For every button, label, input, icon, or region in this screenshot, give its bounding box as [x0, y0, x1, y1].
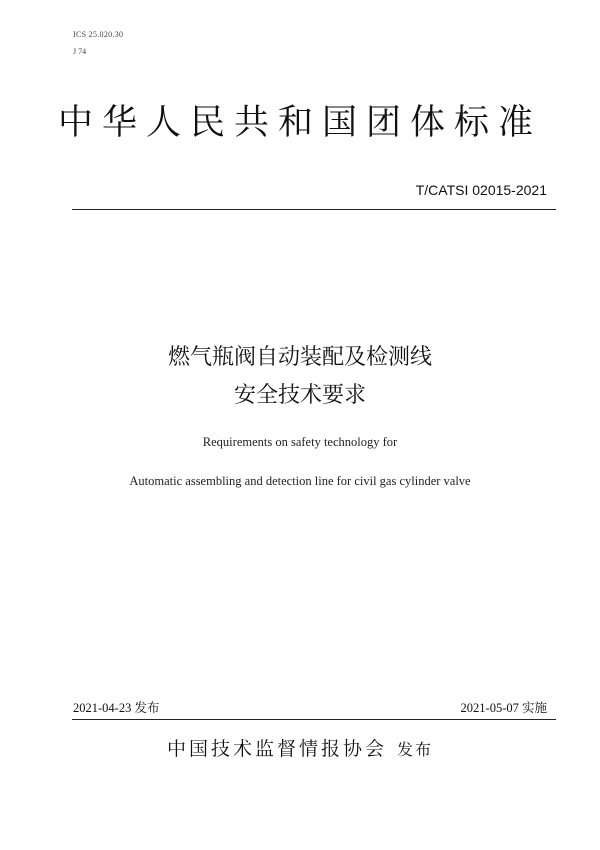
title-en-line1: Requirements on safety technology for: [202, 435, 398, 449]
title-en-line2: Automatic assembling and detection line for civil gas cylinder valve: [129, 474, 471, 488]
bottom-divider: [72, 719, 556, 720]
publisher-line: [0, 737, 600, 762]
title-cn-line1: 燃气瓶阀自动装配及检测线: [167, 345, 432, 370]
publisher-name: 中国技术监督情报协会: [166, 738, 387, 760]
ccs-code: J 74: [73, 47, 87, 56]
issue-date: 2021-04-23 发布: [73, 701, 160, 715]
standard-type-heading: 中华人民共和国团体标准: [57, 103, 542, 143]
implement-date: 2021-05-07 实施: [460, 701, 547, 715]
top-divider: [72, 209, 556, 210]
ics-code: ICS 25.020.30: [73, 30, 124, 39]
publisher-suffix: 发布: [397, 740, 434, 759]
title-cn-line2: 安全技术要求: [233, 383, 366, 408]
standard-number: T/CATSI 02015-2021: [415, 182, 547, 198]
